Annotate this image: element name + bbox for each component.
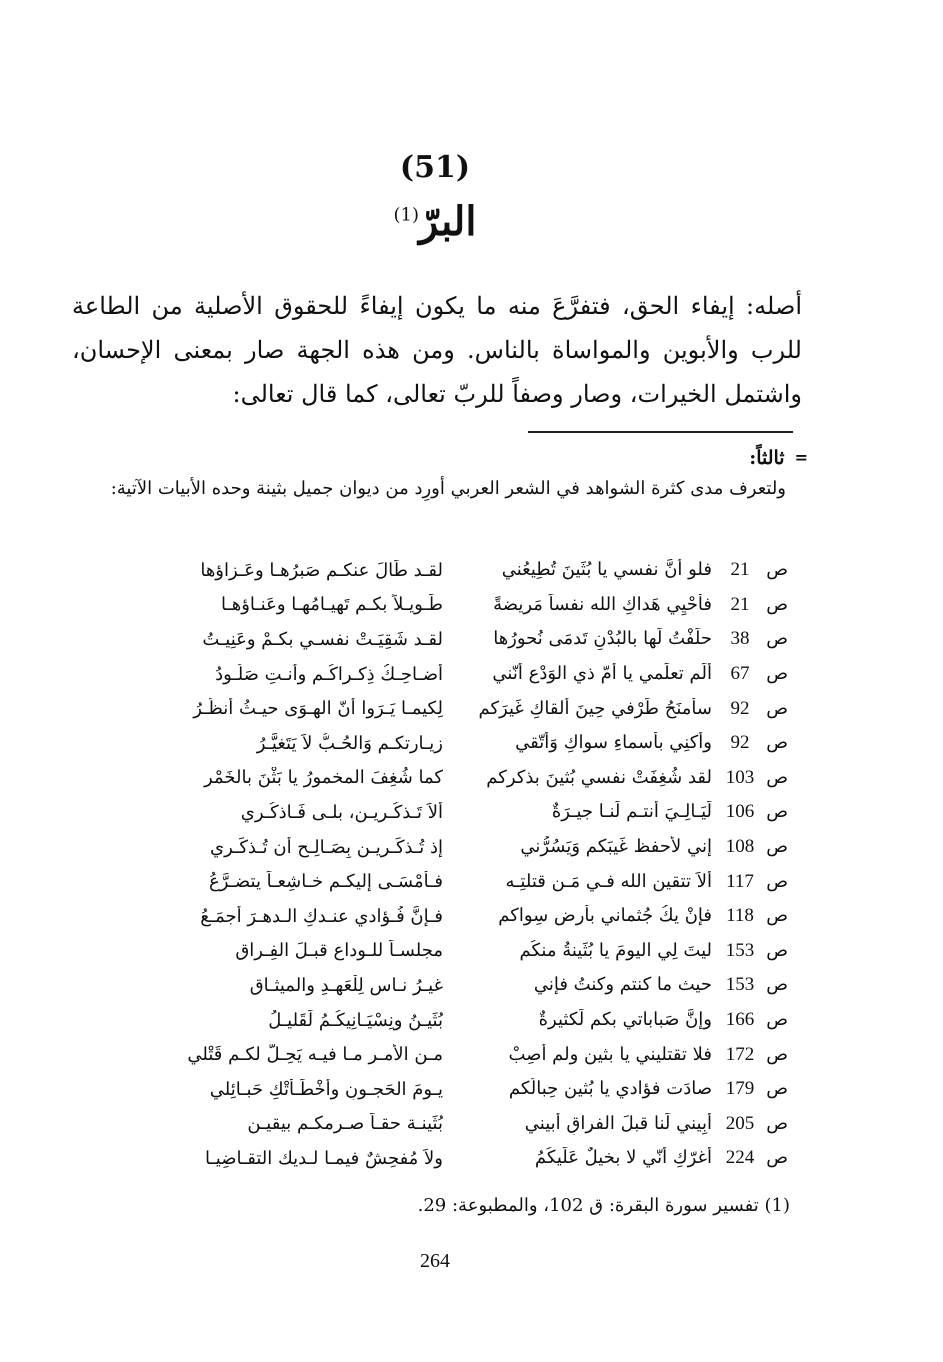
diwan-page: 92 <box>730 732 750 754</box>
verse-second-half: ولاَ مُفحِشٌ فيمـا لـديك التقـاضِيـا <box>205 1147 443 1169</box>
diwan-page: 179 <box>725 1078 755 1100</box>
verse-first-half: ليتَ لِي اليومَ يا بُثَينةُ منكُم <box>519 939 712 961</box>
verse-first-half-cell <box>443 594 788 616</box>
page-abbrev: ص <box>766 801 788 823</box>
verse-second-half: غيـرُ نـاسٍ لِلْعَهـدِ والميثـاقِ <box>249 974 443 996</box>
verse-row <box>128 726 788 761</box>
verse-first-half: ألَم تعلَمي يا أمّ ذي الوَدْعِ أنّني <box>492 663 712 685</box>
verse-first-half: حيث ما كنتم وكنتُ فإني <box>533 974 712 996</box>
verse-first-half: سأمنَحُ طَرْفي حِينَ ألقاكِ غَيرَكم <box>478 697 712 719</box>
diwan-page: 166 <box>725 1009 755 1031</box>
diwan-page: 21 <box>730 559 750 581</box>
verse-second-half: زيـارتكـم وَالحُـبُّ لاَ يَتَغيَّـرُ <box>256 732 443 754</box>
page-abbrev: ص <box>766 1147 788 1169</box>
verse-first-half-cell <box>443 1044 788 1066</box>
intro-text: ولتعرف مدى كثرة الشواهد في الشعر العربي أورِد من ديوان جميل بثينة وحده الأبيات الآتية: <box>110 478 786 499</box>
page-abbrev: ص <box>766 1009 788 1031</box>
verse-first-half: فإنْ يكُ جُثماني بأرضٍ سِواكم <box>498 905 712 927</box>
diwan-page: 224 <box>725 1147 755 1169</box>
entry-title-text: البرّ <box>419 198 477 245</box>
page-abbrev: ص <box>766 628 788 650</box>
verse-row <box>128 761 788 796</box>
verse-second-half: لِكيمـا يَـرَوا أنّ الهـوَى حيـثُ أنظُـرُ <box>193 698 443 720</box>
page-abbrev: ص <box>766 559 788 581</box>
verse-first-half-cell <box>443 1009 788 1031</box>
page-abbrev: ص <box>766 732 788 754</box>
verse-row <box>128 1003 788 1038</box>
verse-second-half: لقـد شَقِيَـتْ نفسـي بكـمْ وعَنِيـتُ <box>202 628 443 650</box>
verse-first-half-cell <box>443 871 788 893</box>
verse-first-half: فلو أنَّ نفسي يا بُثَينَ تُطِيعُني <box>501 559 712 581</box>
page-abbrev: ص <box>766 1043 788 1065</box>
page-abbrev: ص <box>766 939 788 961</box>
verse-first-half-cell <box>443 1147 788 1169</box>
verse-first-half-cell <box>443 1113 788 1135</box>
verse-second-half: لقـد طَالَ عنكـم صَبرُهـا وعَـزاؤها <box>200 559 443 581</box>
verse-first-half-cell <box>443 974 788 996</box>
diwan-page: 21 <box>730 593 750 615</box>
verse-row <box>128 830 788 865</box>
verse-first-half: أبِيني لَنا قبلَ الفراقِ أبيني <box>524 1112 712 1134</box>
footnote: (1) تفسير سورة البقرة: ق 102، والمطبوعة: 29. <box>417 1195 790 1216</box>
diwan-page: 108 <box>725 836 755 858</box>
verse-row <box>128 553 788 588</box>
verse-second-half: ألاَ تَـذكُـرِيـن، بلـى فَـاذكُـرِي <box>240 801 443 823</box>
page-abbrev: ص <box>766 593 788 615</box>
footnote-divider <box>528 431 793 433</box>
diwan-page: 153 <box>725 974 755 996</box>
verse-row <box>128 934 788 969</box>
verse-row <box>128 622 788 657</box>
verse-first-half-cell <box>443 559 788 581</box>
verse-second-half: بُثَيـنُ ونِسْيَـانِيكُـمُ لَقَليـلُ <box>268 1009 443 1031</box>
diwan-page: 117 <box>726 870 754 892</box>
main-paragraph-text: أصله: إيفاء الحق، فتفرَّعَ منه ما يكون إيفاءً للحقوق الأصلية من الطاعة للرب والأبوين والمواساة بالناس. ومن هذه الجهة صار بمعنى الإحسان، واشتمل الخيرات، وصار وصفاً للربّ تعالى، كما قال تعالى: <box>72 292 802 408</box>
verse-second-half: مـن الأمـر مـا فيـه يَحِـلُّ لكـم قَتْلي <box>187 1044 443 1066</box>
verse-first-half: وأَكنِي بأسماءِ سواكِ وَأَتّقي <box>515 732 712 754</box>
continuation-mark: = <box>794 448 808 467</box>
verse-row <box>128 899 788 934</box>
verse-first-half: إني لأحفظ غَيبَكم وَيَسُرُّني <box>520 836 712 858</box>
verse-list <box>128 553 788 1176</box>
verse-first-half-cell <box>443 767 788 789</box>
page-abbrev: ص <box>766 1078 788 1100</box>
diwan-page: 67 <box>730 663 750 685</box>
verse-first-half-cell <box>443 836 788 858</box>
page-abbrev: ص <box>766 974 788 996</box>
verse-row <box>128 1037 788 1072</box>
verse-second-half: طَـويـلاً بكـم تَهيـامُهـا وعَنـاؤهـا <box>220 594 443 616</box>
verse-first-half-cell <box>443 801 788 823</box>
verse-first-half: لَيَـالِـيَ أنتـم لَنـا جيـرَةٌ <box>551 801 712 823</box>
verse-first-half-cell <box>443 663 788 685</box>
diwan-page: 103 <box>725 766 755 788</box>
verse-first-half: وإنَّ صَباباتي بكم لَكثيرةٌ <box>538 1009 712 1031</box>
verse-row <box>128 1072 788 1107</box>
verse-row <box>128 968 788 1003</box>
verse-first-half-cell <box>443 1078 788 1100</box>
verse-second-half: إذ تُـذكَـريـن بِصَـالِـحٍ أن تُـذكَـرِي <box>210 836 443 858</box>
page-abbrev: ص <box>766 870 788 892</box>
verse-second-half: أضـاحِـكُ ذِكـراكُـم وأنـتِ صَلُـودُ <box>215 663 443 685</box>
verse-first-half: فلا تقتليني يا بثين ولم أصِبْ <box>508 1043 712 1065</box>
diwan-page: 118 <box>726 905 754 927</box>
verse-second-half: بُثَينـة حقـاً صـرمكـم بيقيـنِ <box>247 1113 443 1135</box>
verse-row <box>128 795 788 830</box>
verse-first-half-cell <box>443 940 788 962</box>
page-abbrev: ص <box>766 905 788 927</box>
page-abbrev: ص <box>766 766 788 788</box>
verse-second-half: فـإنَّ فُـؤادي عنـدكِ الـدهـرَ أجمَـعُ <box>200 905 443 927</box>
verse-row <box>128 657 788 692</box>
verse-first-half: صادَت فؤادي يا بُثين حِبالُكم <box>508 1078 712 1100</box>
verse-row <box>128 864 788 899</box>
diwan-page: 92 <box>730 697 750 719</box>
verse-first-half: لقد شُغِفَتْ نفسي بُثينَ بذكركم <box>486 766 712 788</box>
verse-first-half: حلَفْتُ لَها بالبُدْنِ تَدمَى نُحورُها <box>493 628 712 650</box>
verse-first-half-cell <box>443 628 788 650</box>
diwan-page: 153 <box>725 939 755 961</box>
main-paragraph <box>72 284 802 416</box>
page-abbrev: ص <box>766 1112 788 1134</box>
page-number: 264 <box>420 1250 450 1272</box>
verse-second-half: يـومَ الحَجـونِ وأخْطَـأتْكِ حَبـائِلي <box>209 1078 443 1100</box>
diwan-page: 38 <box>730 628 750 650</box>
verse-first-half-cell <box>443 732 788 754</box>
verse-row <box>128 691 788 726</box>
diwan-page: 172 <box>725 1043 755 1065</box>
verse-second-half: كما شُغِفَ المخمورُ يا بَثْنَ بالخَمْرِ <box>204 767 443 789</box>
entry-number: (51) <box>399 150 471 185</box>
verse-first-half: أغرّكِ أنّي لا بخيلٌ عَلَيكُمُ <box>534 1147 712 1169</box>
verse-first-half: ألاَ تتقين الله فـي مَـن قتلتِـه <box>505 870 712 892</box>
verse-first-half: فأحْيِي هَداكِ الله نفساً مَريضةً <box>493 593 712 615</box>
verse-second-half: فـأمْسَـى إليكـم خـاشِعـاً يتضـرَّعُ <box>208 871 443 893</box>
verse-second-half: مجلسـاً للـوداع قبـلَ الفِـراقِ <box>235 940 443 962</box>
page-abbrev: ص <box>766 836 788 858</box>
diwan-page: 205 <box>725 1112 755 1134</box>
section-heading <box>72 442 808 474</box>
verse-first-half-cell <box>443 698 788 720</box>
footnote-ref[interactable]: (1) <box>393 204 420 226</box>
page-abbrev: ص <box>766 697 788 719</box>
diwan-page: 106 <box>725 801 755 823</box>
section-label: ثالثاً: <box>749 447 785 469</box>
verse-row <box>128 588 788 623</box>
page-abbrev: ص <box>766 663 788 685</box>
verse-row <box>128 1107 788 1142</box>
carried-footnote <box>72 442 808 504</box>
verse-row <box>128 1141 788 1176</box>
entry-title <box>0 198 870 245</box>
verse-first-half-cell <box>443 905 788 927</box>
